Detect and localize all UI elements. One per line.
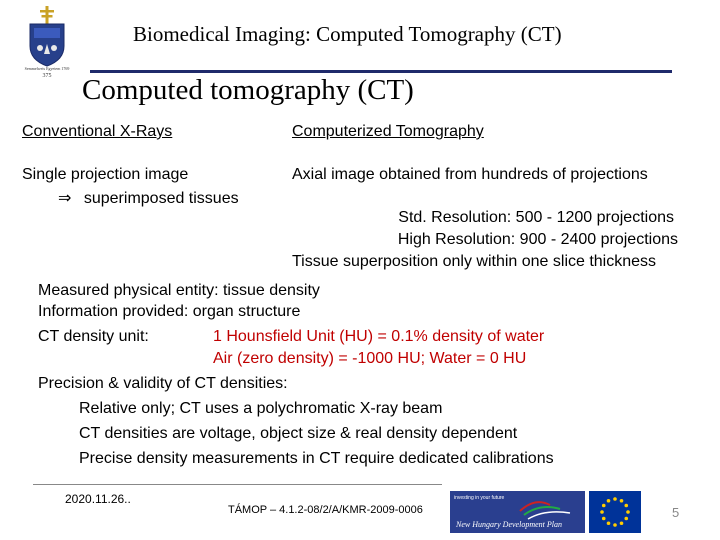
body-line2: Information provided: organ structure xyxy=(38,303,301,320)
eu-star-icon xyxy=(620,521,624,525)
left-column-header: Conventional X-Rays xyxy=(22,123,173,140)
eu-star-icon xyxy=(607,521,611,525)
body-line6: Relative only; CT uses a polychromatic X-ray beam xyxy=(79,400,443,417)
eu-flag-icon xyxy=(589,491,641,533)
header-title: Biomedical Imaging: Computed Tomography (CT) xyxy=(133,22,562,46)
right-column-line4: Tissue superposition only within one slice thickness xyxy=(292,253,657,270)
body-line4: Air (zero density) = -1000 HU; Water = 0 HU xyxy=(213,350,527,367)
right-column-line3: High Resolution: 900 - 2400 projections xyxy=(397,231,678,248)
eu-star-icon xyxy=(613,523,617,527)
title-rule xyxy=(90,70,672,73)
right-column-line2: Std. Resolution: 500 - 1200 projections xyxy=(398,209,674,226)
eu-star-icon xyxy=(624,504,628,508)
footer-rule xyxy=(33,484,442,485)
implies-arrow-icon: ⇒ xyxy=(58,188,72,207)
ndp-tagline: investing in your future xyxy=(454,495,505,501)
eu-star-icon xyxy=(613,497,617,501)
slide-heading: Computed tomography (CT) xyxy=(82,74,414,106)
right-column-header: Computerized Tomography xyxy=(292,123,484,140)
eu-star-icon xyxy=(602,517,606,521)
footer-date: 2020.11.26.. xyxy=(65,492,131,506)
logo-cross-icon xyxy=(40,6,54,24)
eu-star-icon xyxy=(624,517,628,521)
logo-caption: Semmelweis Egyetem 1769 xyxy=(24,66,70,71)
body-line3-value: 1 Hounsfield Unit (HU) = 0.1% density of water xyxy=(213,328,545,345)
logo-year: 375 xyxy=(42,73,52,78)
footer-project-code: TÁMOP – 4.1.2-08/2/A/KMR-2009-0006 xyxy=(228,504,423,516)
body-line3-label: CT density unit: xyxy=(38,328,149,345)
eu-star-icon xyxy=(600,510,604,514)
university-logo xyxy=(24,4,70,78)
body-line5: Precision & validity of CT densities: xyxy=(38,375,288,392)
body-line1: Measured physical entity: tissue density xyxy=(38,282,320,299)
eu-star-icon xyxy=(602,504,606,508)
eu-star-icon xyxy=(620,499,624,503)
body-line8: Precise density measurements in CT require dedicated calibrations xyxy=(79,450,554,467)
eu-star-icon xyxy=(626,510,630,514)
left-column-line1: Single projection image xyxy=(22,166,189,183)
ndp-logo xyxy=(450,491,585,533)
page-number: 5 xyxy=(672,505,680,520)
body-line7: CT densities are voltage, object size & real density dependent xyxy=(79,425,518,442)
right-column-line1: Axial image obtained from hundreds of projections xyxy=(292,166,648,183)
eu-star-icon xyxy=(607,499,611,503)
ndp-text: New Hungary Development Plan xyxy=(456,520,562,529)
left-column-line2 xyxy=(58,188,239,208)
left-column-line2-text: superimposed tissues xyxy=(83,190,239,207)
